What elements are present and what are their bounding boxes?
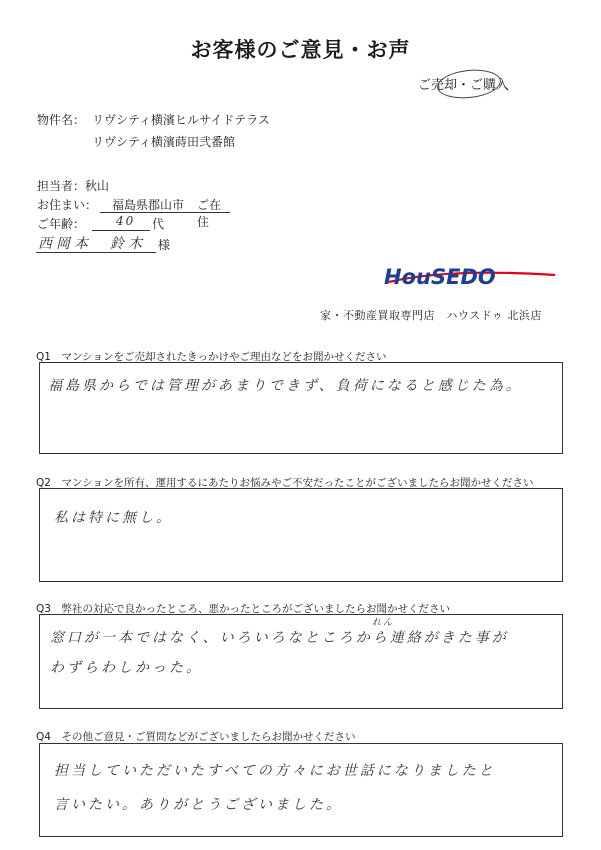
q2-answer-box — [39, 488, 563, 582]
store-name: 家・不動産買取専門店 ハウスドゥ 北浜店 — [320, 309, 542, 322]
q3-answer-box — [39, 614, 563, 709]
q4-answer: 担当していただいたすべての方々にお世話になりましたと 言いたい。ありがとうございました。 — [54, 763, 496, 813]
page-title: お客様のご意見・お声 — [190, 38, 411, 62]
name-field — [36, 232, 156, 253]
age-label: ご年齢： — [37, 217, 86, 231]
age-suffix: 代 — [152, 217, 165, 231]
q1-answer-box — [39, 362, 563, 454]
customer-name: 西岡本 鈴木 — [38, 236, 146, 252]
q4-label: Q4 その他ご意見・ご質問などがございましたらお聞かせください — [36, 731, 356, 743]
age-field — [92, 213, 150, 231]
logo-text-do: DO — [460, 265, 496, 289]
address-value: 福島県郡山市 — [112, 198, 185, 212]
company-logo — [384, 265, 496, 289]
q3-label: Q3 弊社の対応で良かったところ、悪かったところがございましたらお聞かせください — [36, 603, 450, 615]
address-label: お住まい： — [37, 198, 98, 212]
property-line1: リヴシティ横濱ヒルサイドテラス — [92, 113, 270, 127]
logo-text-house: HouSE — [384, 265, 461, 289]
address-suffix: ご在住 — [197, 198, 222, 229]
q4-answer-box — [39, 743, 563, 837]
property-line2: リヴシティ横濱蒔田弐番館 — [92, 135, 236, 149]
staff-name: 秋山 — [85, 179, 110, 193]
staff-label: 担当者： — [37, 179, 86, 193]
q2-answer: 私は特に無し。 — [54, 510, 173, 526]
transaction-type: ご売却・ご購入 — [418, 78, 510, 93]
q2-label: Q2 マンションを所有、運用するにあたりお悩みやご不安だったことがございましたらお聞かせください — [36, 477, 534, 489]
q1-label: Q1 マンションをご売却されたきっかけやご理由などをお聞かせください — [36, 351, 387, 363]
age-value: 40 — [116, 214, 136, 228]
q3-answer: 窓口が一本ではなく、いろいろなところから連絡がきた事が わずらわしかった。 — [50, 630, 509, 676]
q1-answer: 福島県からでは管理があまりできず、負荷になると感じた為。 — [48, 378, 523, 394]
q3-annotation: れん — [372, 618, 395, 628]
property-label: 物件名： — [37, 113, 86, 127]
name-suffix: 様 — [158, 238, 171, 252]
